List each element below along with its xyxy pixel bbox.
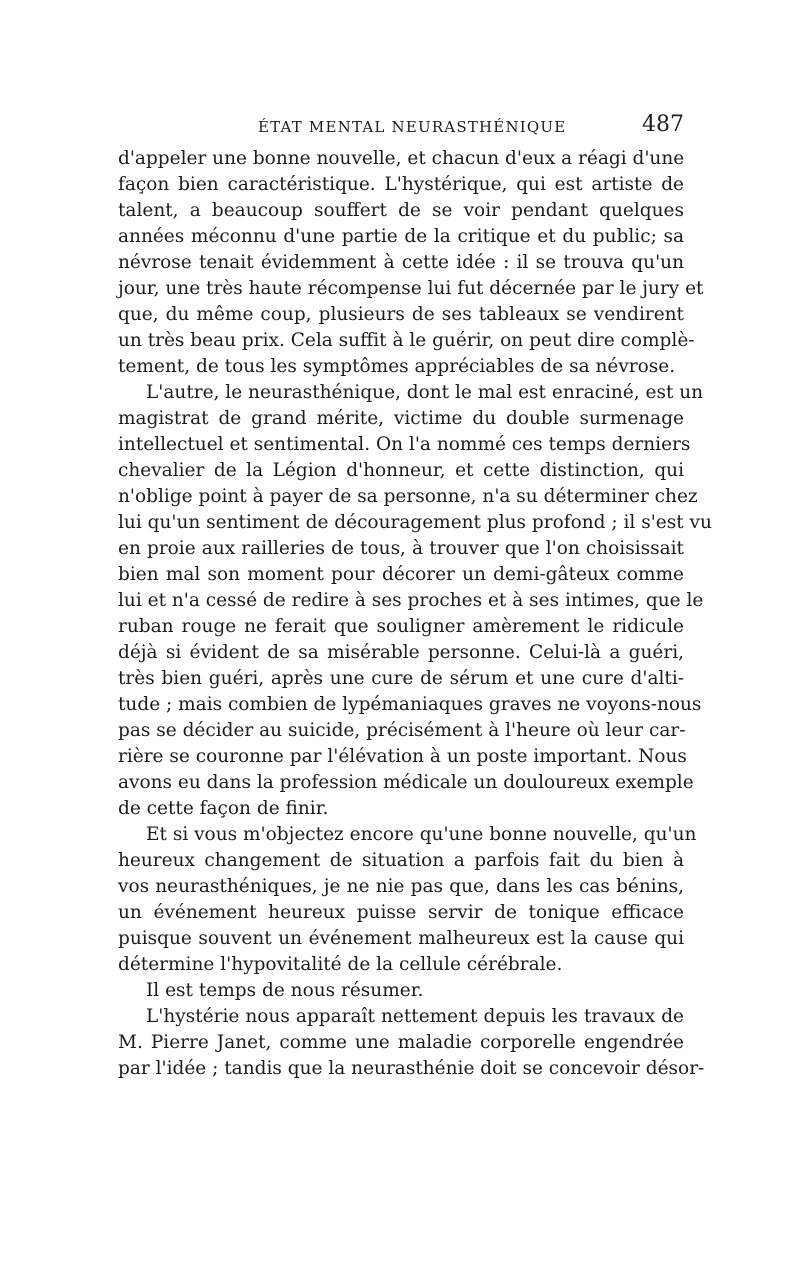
text-line: magistrat de grand mérite, victime du double surmenage — [118, 408, 684, 429]
text-line: jour, une très haute récompense lui fut décernée par le jury et — [118, 278, 704, 299]
text-line: heureux changement de situation a parfois fait du bien à — [118, 850, 684, 871]
text-line: L'autre, le neurasthénique, dont le mal est enraciné, est un — [146, 382, 704, 403]
text-line: ruban rouge ne ferait que souligner amèrement le ridicule — [118, 616, 684, 637]
text-line: bien mal son moment pour décorer un demi-gâteux comme — [118, 564, 684, 585]
text-line: avons eu dans la profession médicale un douloureux exemple — [118, 772, 694, 793]
text-line: Il est temps de nous résumer. — [146, 980, 424, 1001]
text-line: n'oblige point à payer de sa personne, n'a su déterminer chez — [118, 486, 698, 507]
text-line: tement, de tous les symptômes appréciables de sa névrose. — [118, 356, 676, 377]
page-number: 487 — [642, 112, 684, 137]
text-line: tude ; mais combien de lypémaniaques graves ne voyons-nous — [118, 694, 702, 715]
text-line: chevalier de la Légion d'honneur, et cette distinction, qui — [118, 460, 684, 481]
text-line: de cette façon de finir. — [118, 798, 329, 819]
text-line: pas se décider au suicide, précisément à l'heure où leur car- — [118, 720, 686, 741]
text-line: névrose tenait évidemment à cette idée : il se trouva qu'un — [118, 252, 684, 273]
text-line: années méconnu d'une partie de la critique et du public; sa — [118, 226, 684, 247]
text-line: un événement heureux puisse servir de tonique efficace — [118, 902, 684, 923]
text-line: par l'idée ; tandis que la neurasthénie doit se concevoir désor- — [118, 1058, 705, 1079]
text-line: en proie aux railleries de tous, à trouver que l'on choisissait — [118, 538, 684, 559]
text-line: détermine l'hypovitalité de la cellule cérébrale. — [118, 954, 563, 975]
text-line: déjà si évident de sa misérable personne. Celui-là a guéri, — [118, 642, 684, 663]
text-line: M. Pierre Janet, comme une maladie corporelle engendrée — [118, 1032, 684, 1053]
text-line: façon bien caractéristique. L'hystérique, qui est artiste de — [118, 174, 684, 195]
text-line: rière se couronne par l'élévation à un poste important. Nous — [118, 746, 687, 767]
text-line: d'appeler une bonne nouvelle, et chacun d'eux a réagi d'une — [118, 148, 685, 169]
text-line: un très beau prix. Cela suffit à le guérir, on peut dire complè- — [118, 330, 695, 351]
text-line: vos neurasthéniques, je ne nie pas que, dans les cas bénins, — [118, 876, 684, 897]
page-header — [118, 112, 684, 142]
text-line: L'hystérie nous apparaît nettement depuis les travaux de — [146, 1006, 684, 1027]
text-line: lui et n'a cessé de redire à ses proches et à ses intimes, que le — [118, 590, 704, 611]
text-line: lui qu'un sentiment de découragement plus profond ; il s'est vu — [118, 512, 712, 533]
running-title: ÉTAT MENTAL NEURASTHÉNIQUE — [258, 118, 567, 136]
text-line: talent, a beaucoup souffert de se voir pendant quelques — [118, 200, 684, 221]
text-line: Et si vous m'objectez encore qu'une bonne nouvelle, qu'un — [146, 824, 697, 845]
text-line: puisque souvent un événement malheureux est la cause qui — [118, 928, 684, 949]
text-line: intellectuel et sentimental. On l'a nommé ces temps derniers — [118, 434, 691, 455]
text-line: très bien guéri, après une cure de sérum et une cure d'alti- — [118, 668, 684, 689]
text-line: que, du même coup, plusieurs de ses tableaux se vendirent — [118, 304, 684, 325]
